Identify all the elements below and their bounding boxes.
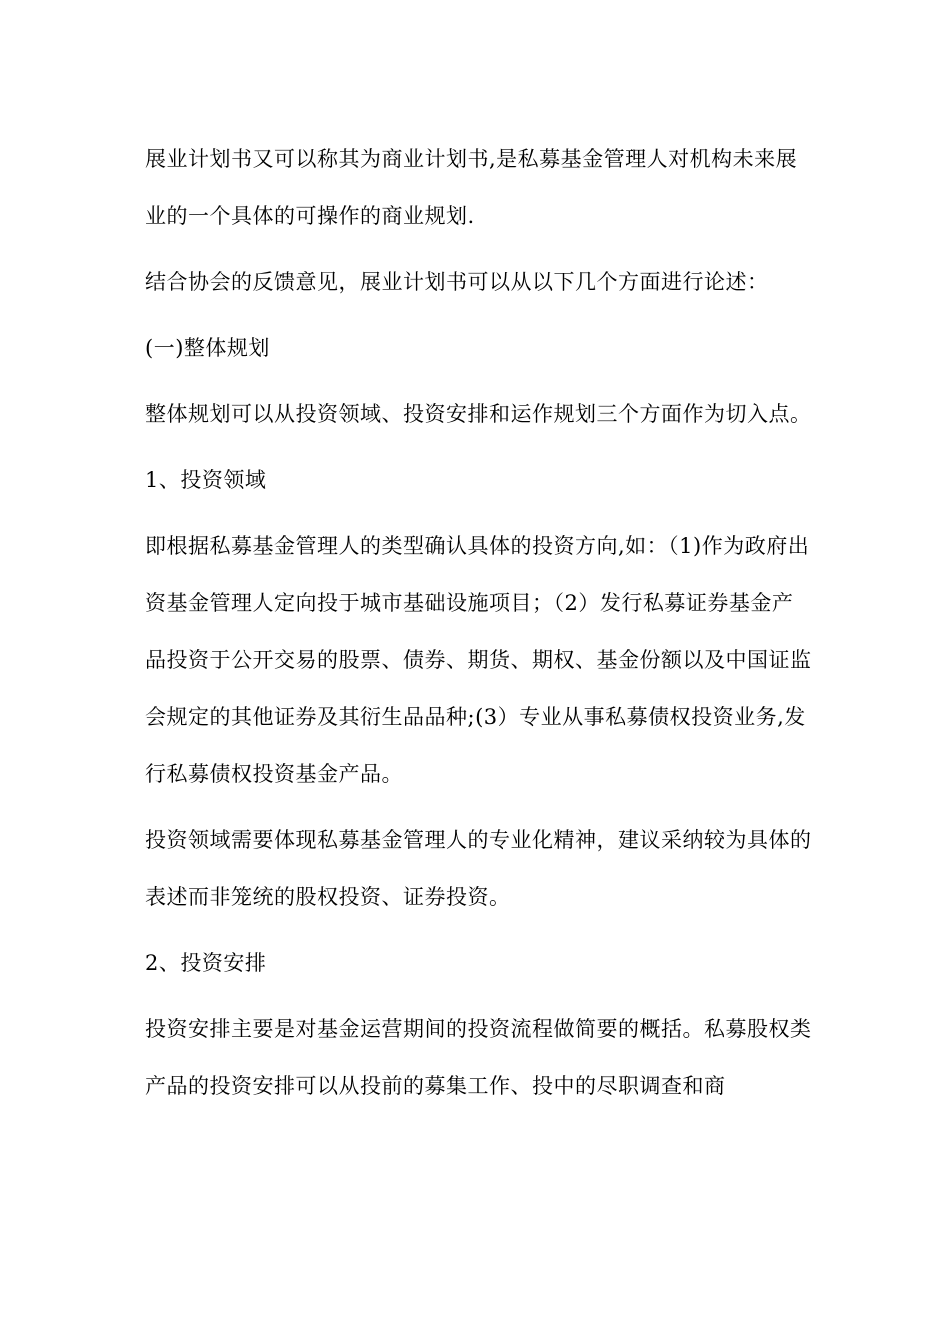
paragraph-overall-plan: 整体规划可以从投资领域、投资安排和运作规划三个方面作为切入点。 xyxy=(145,402,812,426)
paragraph-feedback: 结合协会的反馈意见，展业计划书可以从以下几个方面进行论述： xyxy=(145,270,769,294)
paragraph-investment-arrangement: 投资安排主要是对基金运营期间的投资流程做简要的概括。私募股权类产品的投资安排可以从投前的募集工作、投中的尽职调查和商 xyxy=(145,1017,812,1098)
section-heading-overall-plan: (一)整体规划 xyxy=(145,336,270,360)
paragraph-investment-field-examples: 即根据私募基金管理人的类型确认具体的投资方向,如：（1)作为政府出资基金管理人定向投于城市基础设施项目；（2）发行私募证券基金产品投资于公开交易的股票、债券、期货、期权、基金份额以及中国证监会规定的其他证券及其衍生品品种;(3）专业从事私募债权投资业务,发行私募债权投资基金产品。 xyxy=(145,534,812,786)
paragraph-intro: 展业计划书又可以称其为商业计划书,是私募基金管理人对机构未来展业的一个具体的可操作的商业规划. xyxy=(145,147,798,228)
subsection-heading-investment-field: 1、投资领域 xyxy=(145,468,267,492)
paragraph-investment-field-advice: 投资领域需要体现私募基金管理人的专业化精神，建议采纳较为具体的表述而非笼统的股权投资、证券投资。 xyxy=(145,828,812,909)
document-body xyxy=(145,131,813,1124)
subsection-heading-investment-arrangement: 2、投资安排 xyxy=(145,951,267,975)
